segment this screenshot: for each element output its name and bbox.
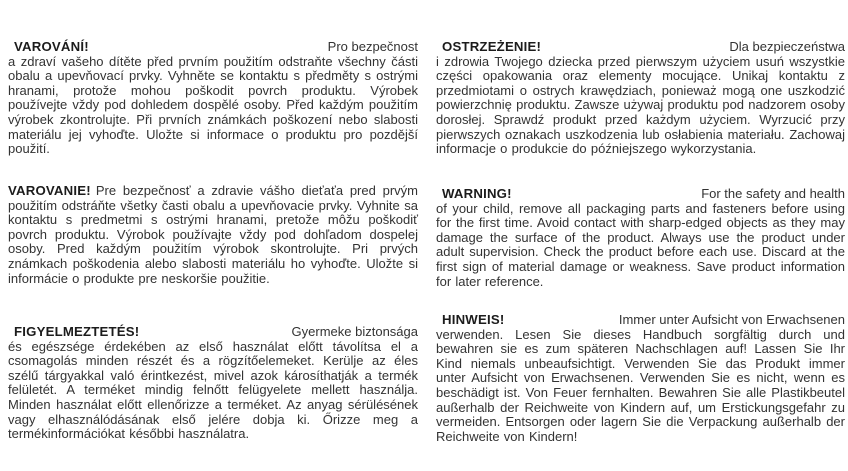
right-column (436, 0, 845, 471)
warning-first-line (436, 40, 845, 55)
warning-body: és egészsége érdekében az első használat előtt távolítsa el a csomagolás minden részét és a rögzítőelemeket. Kerülje az éles szélű tárgyakkal való érintkezést, mivel azok károsíthatják a termék felületét. A terméket mindig felnőtt felügyelete mellett használja. Minden használat előtt ellenőrizze a terméket. Az anyag sérülésének vagy elhasználódásának első jelére dobja ki. Őrizze meg a termékinformációkat későbbi használatra. (8, 338, 418, 442)
warning-block-german (436, 313, 845, 444)
warning-body (8, 184, 418, 286)
warning-first-line (436, 313, 845, 328)
warning-intro: Pro bezpečnost (327, 39, 418, 54)
warning-first-line (436, 187, 845, 202)
warning-block-english (436, 187, 845, 289)
warning-body-text: Pre bezpečnosť a zdravie vášho dieťaťa pred prvým použitím odstráňte všetky časti obalu a upevňovacie prvky. Vyhnite sa kontaktu s predmetmi s ostrými hranami, pretože môžu poškodiť povrch produktu. Výrobok používajte vždy pod dohľadom dospelej osoby. Pred každým použitím výrobok skontrolujte. Pri prvých známkach poškodenia alebo slabosti materiálu ho vyhoďte. Uložte si informácie o produkte pre neskoršie použitie. (8, 183, 418, 286)
warning-first-line (8, 40, 418, 55)
warning-intro: Immer unter Aufsicht von Erwachsenen (618, 312, 845, 327)
warning-intro: Gyermeke biztonsága (291, 324, 418, 339)
warning-body: verwenden. Lesen Sie dieses Handbuch sorgfältig durch und bewahren sie es zum späteren Nachschlagen auf! Lassen Sie Ihr Kind niemals unbeaufsichtigt. Verwenden Sie das Produkt immer unter Aufsicht von Erwachsenen. Verwenden Sie es nicht, wenn es beschädigt ist. Von Feuer fernhalten. Bewahren Sie alle Plastikbeutel außerhalb der Reichweite von Kindern auf, um Erstickungsgefahr zu vermeiden. Entsorgen oder lagern Sie die Verpackung außerhalb der Reichweite von Kindern! (436, 326, 845, 444)
warning-body: of your child, remove all packaging parts and fasteners before using for the first time. Avoid contact with sharp-edged objects as they may damage the surface of the product. Always use the product under adult supervision. Check the product before each use. Discard at the first sign of material damage or weakness. Save product information for later reference. (436, 200, 845, 289)
warning-intro: Dla bezpieczeństwa (729, 39, 845, 54)
warning-heading: VAROVANIE! (8, 183, 91, 198)
warning-body: a zdraví vašeho dítěte před prvním použitím odstraňte všechny části obalu a upevňovací prvky. Vyhněte se kontaktu s předměty s ostrými hranami, protože mohou poškodit povrch produktu. Výrobek používejte vždy pod dohledem dospělé osoby. Před každým použitím výrobek zkontrolujte. Při prvních známkách poškození nebo slabosti materiálu jej vyhoďte. Uložte si informace o produktu pro pozdější použití. (8, 53, 418, 157)
warning-body: i zdrowia Twojego dziecka przed pierwszym użyciem usuń wszystkie części opakowania oraz elementy mocujące. Unikaj kontaktu z przedmiotami o ostrych krawędziach, ponieważ mogą one uszkodzić powierzchnię produktu. Zawsze używaj produktu pod nadzorem osoby dorosłej. Sprawdź produkt przed każdym użyciem. Wyrzucić przy pierwszych oznakach uszkodzenia lub osłabienia materiału. Zachowaj informacje o produkcie do późniejszego wykorzystania. (436, 53, 845, 157)
warning-block-hungarian (8, 325, 418, 442)
warning-first-line (8, 325, 418, 340)
warning-heading: FIGYELMEZTETÉS! (14, 324, 140, 339)
left-column (8, 0, 418, 471)
warning-heading: OSTRZEŻENIE! (442, 39, 542, 54)
warning-block-czech (8, 40, 418, 157)
warning-heading: VAROVÁNÍ! (14, 39, 89, 54)
warning-heading: HINWEIS! (442, 312, 505, 327)
warning-intro: For the safety and health (701, 186, 845, 201)
warning-block-slovak (8, 184, 418, 286)
warning-heading: WARNING! (442, 186, 512, 201)
warning-block-polish (436, 40, 845, 157)
